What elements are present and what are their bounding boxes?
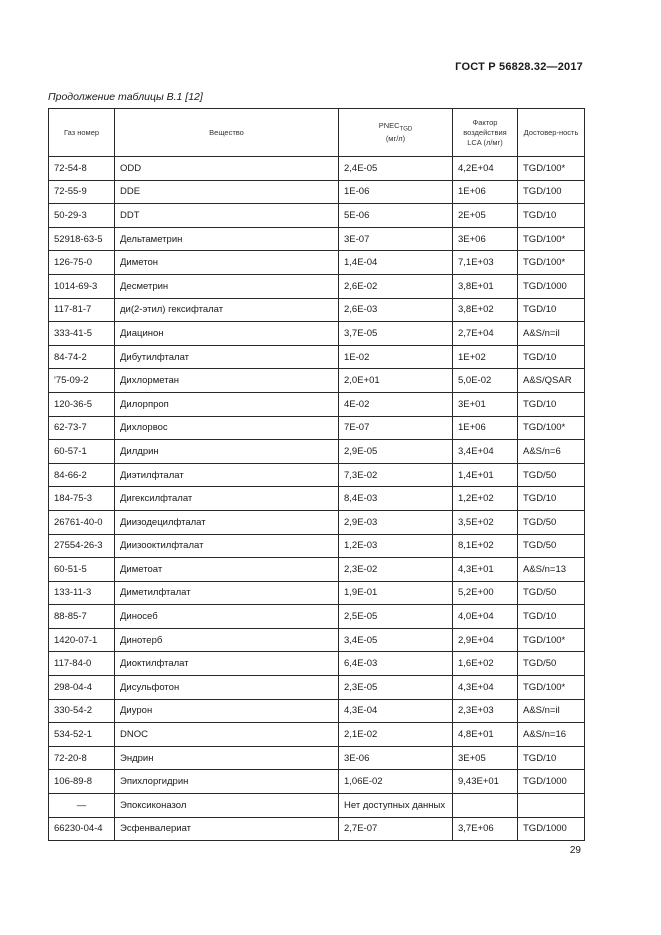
- cell-cas: 66230-04-4: [49, 817, 115, 841]
- cell-substance: Десметрин: [115, 274, 339, 298]
- cell-lca: 2E+05: [453, 204, 518, 228]
- cell-substance: Эпихлоргидрин: [115, 770, 339, 794]
- cell-pnec: 1E-06: [339, 180, 453, 204]
- cell-lca: 9,43E+01: [453, 770, 518, 794]
- cell-reliability: TGD/10: [518, 345, 585, 369]
- table-row: [49, 487, 585, 511]
- header-substance: Вещество: [115, 109, 339, 157]
- cell-reliability: TGD/1000: [518, 817, 585, 841]
- cell-reliability: A&S/n=il: [518, 322, 585, 346]
- page-number: 29: [569, 845, 581, 856]
- cell-pnec: 2,9E-05: [339, 440, 453, 464]
- cell-lca: 8,1E+02: [453, 534, 518, 558]
- cell-pnec: 8,4E-03: [339, 487, 453, 511]
- cell-pnec: 2,3E-05: [339, 676, 453, 700]
- cell-reliability: TGD/50: [518, 534, 585, 558]
- table-row: [49, 251, 585, 275]
- cell-lca: 2,3E+03: [453, 699, 518, 723]
- cell-pnec: 2,4E-05: [339, 157, 453, 181]
- table-row: [49, 676, 585, 700]
- cell-cas: 26761-40-0: [49, 510, 115, 534]
- cell-reliability: TGD/1000: [518, 274, 585, 298]
- cell-lca: 7,1E+03: [453, 251, 518, 275]
- cell-substance: Диметилфталат: [115, 581, 339, 605]
- cell-reliability: TGD/100*: [518, 676, 585, 700]
- header-lca: Фактор воздействия LCA (л/мг): [453, 109, 518, 157]
- cell-reliability: TGD/100*: [518, 416, 585, 440]
- cell-lca: 4,2E+04: [453, 157, 518, 181]
- cell-cas: 1420-07-1: [49, 628, 115, 652]
- table-row: [49, 510, 585, 534]
- cell-cas: —: [49, 794, 115, 818]
- cell-pnec: 3E-06: [339, 746, 453, 770]
- cell-lca: 2,7E+04: [453, 322, 518, 346]
- cell-cas: '75-09-2: [49, 369, 115, 393]
- table-row: [49, 652, 585, 676]
- cell-reliability: TGD/10: [518, 487, 585, 511]
- cell-lca: 4,8E+01: [453, 723, 518, 747]
- table-row: [49, 628, 585, 652]
- cell-pnec: 5E-06: [339, 204, 453, 228]
- header-cas: Газ номер: [49, 109, 115, 157]
- cell-pnec: 4E-02: [339, 392, 453, 416]
- table-row: [49, 558, 585, 582]
- cell-substance: DNOC: [115, 723, 339, 747]
- cell-lca: 1,4E+01: [453, 463, 518, 487]
- cell-lca: 3,8E+01: [453, 274, 518, 298]
- table-row: [49, 322, 585, 346]
- cell-reliability: TGD/1000: [518, 770, 585, 794]
- cell-lca: 1,2E+02: [453, 487, 518, 511]
- cell-lca: 3E+06: [453, 227, 518, 251]
- cell-pnec: 3,7E-05: [339, 322, 453, 346]
- cell-substance: Дисульфотон: [115, 676, 339, 700]
- cell-lca: 4,3E+01: [453, 558, 518, 582]
- table-row: [49, 746, 585, 770]
- cell-cas: 333-41-5: [49, 322, 115, 346]
- table-row: [49, 605, 585, 629]
- cell-lca: 1E+06: [453, 416, 518, 440]
- cell-lca: 3E+01: [453, 392, 518, 416]
- cell-cas: 88-85-7: [49, 605, 115, 629]
- table-row: [49, 463, 585, 487]
- cell-lca: 4,0E+04: [453, 605, 518, 629]
- cell-reliability: A&S/n=6: [518, 440, 585, 464]
- table-row: [49, 817, 585, 841]
- table-body: [49, 157, 585, 841]
- cell-substance: Эсфенвалериат: [115, 817, 339, 841]
- cell-reliability: A&S/n=13: [518, 558, 585, 582]
- cell-reliability: TGD/100*: [518, 628, 585, 652]
- cell-cas: 84-66-2: [49, 463, 115, 487]
- cell-lca: 4,3E+04: [453, 676, 518, 700]
- cell-cas: 133-11-3: [49, 581, 115, 605]
- cell-substance: Дихлорметан: [115, 369, 339, 393]
- cell-reliability: TGD/100: [518, 180, 585, 204]
- table-row: [49, 157, 585, 181]
- cell-pnec: 1,4E-04: [339, 251, 453, 275]
- cell-cas: 60-57-1: [49, 440, 115, 464]
- table-row: [49, 204, 585, 228]
- cell-pnec: 2,9E-03: [339, 510, 453, 534]
- header-reliability: Достовер-ность: [518, 109, 585, 157]
- cell-substance: DDT: [115, 204, 339, 228]
- header-pnec: [339, 109, 453, 157]
- cell-cas: 117-81-7: [49, 298, 115, 322]
- cell-cas: 184-75-3: [49, 487, 115, 511]
- cell-substance: Диацинон: [115, 322, 339, 346]
- cell-substance: Динотерб: [115, 628, 339, 652]
- cell-substance: Диизооктилфталат: [115, 534, 339, 558]
- cell-lca: 1E+02: [453, 345, 518, 369]
- table-row: [49, 794, 585, 818]
- cell-pnec: 3,4E-05: [339, 628, 453, 652]
- cell-reliability: TGD/50: [518, 463, 585, 487]
- cell-reliability: A&S/QSAR: [518, 369, 585, 393]
- cell-pnec: 1,2E-03: [339, 534, 453, 558]
- header-pnec-unit: (мг/л): [385, 134, 406, 144]
- cell-reliability: TGD/10: [518, 392, 585, 416]
- cell-pnec: 1E-02: [339, 345, 453, 369]
- cell-substance: Дельтаметрин: [115, 227, 339, 251]
- header-pnec-sub: TGD: [399, 126, 413, 133]
- table-row: [49, 534, 585, 558]
- cell-substance: Диметон: [115, 251, 339, 275]
- cell-pnec: 2,1E-02: [339, 723, 453, 747]
- cell-reliability: TGD/10: [518, 204, 585, 228]
- substance-table: [48, 108, 585, 841]
- table-row: [49, 581, 585, 605]
- cell-substance: Диизодецилфталат: [115, 510, 339, 534]
- cell-pnec: 2,7E-07: [339, 817, 453, 841]
- table-caption: Продолжение таблицы В.1 [12]: [48, 91, 203, 103]
- cell-pnec: 2,0E+01: [339, 369, 453, 393]
- cell-lca: 1,6E+02: [453, 652, 518, 676]
- cell-reliability: TGD/50: [518, 581, 585, 605]
- table-row: [49, 723, 585, 747]
- cell-substance: Диметоат: [115, 558, 339, 582]
- cell-cas: 117-84-0: [49, 652, 115, 676]
- cell-cas: 72-20-8: [49, 746, 115, 770]
- header-pnec-main: PNEC: [378, 120, 400, 130]
- cell-substance: DDE: [115, 180, 339, 204]
- cell-reliability: [518, 794, 585, 818]
- table-header-row: [49, 109, 585, 157]
- cell-lca: 3,4E+04: [453, 440, 518, 464]
- cell-cas: 126-75-0: [49, 251, 115, 275]
- table-row: [49, 699, 585, 723]
- cell-pnec: 3E-07: [339, 227, 453, 251]
- cell-reliability: TGD/10: [518, 605, 585, 629]
- cell-cas: 27554-26-3: [49, 534, 115, 558]
- cell-substance: Диурон: [115, 699, 339, 723]
- table-row: [49, 298, 585, 322]
- table-row: [49, 770, 585, 794]
- cell-cas: 72-54-8: [49, 157, 115, 181]
- cell-pnec: 6,4E-03: [339, 652, 453, 676]
- cell-reliability: TGD/50: [518, 510, 585, 534]
- cell-reliability: A&S/n=il: [518, 699, 585, 723]
- table-row: [49, 227, 585, 251]
- cell-pnec: 4,3E-04: [339, 699, 453, 723]
- cell-substance: ODD: [115, 157, 339, 181]
- cell-lca: 2,9E+04: [453, 628, 518, 652]
- cell-cas: 84-74-2: [49, 345, 115, 369]
- cell-lca: 5,2E+00: [453, 581, 518, 605]
- cell-cas: 72-55-9: [49, 180, 115, 204]
- table-row: [49, 392, 585, 416]
- cell-lca: 5,0E-02: [453, 369, 518, 393]
- cell-reliability: TGD/10: [518, 746, 585, 770]
- cell-pnec: Нет доступных данных: [339, 794, 453, 818]
- cell-cas: 60-51-5: [49, 558, 115, 582]
- table-row: [49, 416, 585, 440]
- cell-substance: Дилдрин: [115, 440, 339, 464]
- cell-substance: ди(2-этил) гексифталат: [115, 298, 339, 322]
- standard-code: ГОСТ Р 56828.32—2017: [455, 61, 583, 73]
- cell-lca: 1E+06: [453, 180, 518, 204]
- cell-pnec: 2,6E-02: [339, 274, 453, 298]
- cell-lca: 3,7E+06: [453, 817, 518, 841]
- cell-substance: Дихлорвос: [115, 416, 339, 440]
- cell-pnec: 1,06E-02: [339, 770, 453, 794]
- cell-pnec: 7,3E-02: [339, 463, 453, 487]
- table-row: [49, 440, 585, 464]
- cell-cas: 1014-69-3: [49, 274, 115, 298]
- cell-cas: 120-36-5: [49, 392, 115, 416]
- cell-cas: 52918-63-5: [49, 227, 115, 251]
- cell-substance: Диоктилфталат: [115, 652, 339, 676]
- cell-cas: 50-29-3: [49, 204, 115, 228]
- cell-reliability: TGD/100*: [518, 157, 585, 181]
- cell-cas: 62-73-7: [49, 416, 115, 440]
- cell-pnec: 2,6E-03: [339, 298, 453, 322]
- cell-pnec: 2,5E-05: [339, 605, 453, 629]
- cell-reliability: TGD/100*: [518, 251, 585, 275]
- cell-substance: Дигексилфталат: [115, 487, 339, 511]
- cell-lca: [453, 794, 518, 818]
- table-row: [49, 345, 585, 369]
- cell-substance: Дибутилфталат: [115, 345, 339, 369]
- cell-pnec: 1,9E-01: [339, 581, 453, 605]
- cell-cas: 298-04-4: [49, 676, 115, 700]
- table-row: [49, 180, 585, 204]
- cell-reliability: A&S/n=16: [518, 723, 585, 747]
- cell-reliability: TGD/10: [518, 298, 585, 322]
- cell-pnec: 7E-07: [339, 416, 453, 440]
- cell-lca: 3E+05: [453, 746, 518, 770]
- cell-substance: Эпоксиконазол: [115, 794, 339, 818]
- cell-cas: 330-54-2: [49, 699, 115, 723]
- cell-substance: Диносеб: [115, 605, 339, 629]
- cell-lca: 3,5E+02: [453, 510, 518, 534]
- cell-substance: Эндрин: [115, 746, 339, 770]
- table-row: [49, 274, 585, 298]
- cell-cas: 534-52-1: [49, 723, 115, 747]
- table-row: [49, 369, 585, 393]
- cell-pnec: 2,3E-02: [339, 558, 453, 582]
- cell-lca: 3,8E+02: [453, 298, 518, 322]
- cell-reliability: TGD/50: [518, 652, 585, 676]
- cell-cas: 106-89-8: [49, 770, 115, 794]
- cell-reliability: TGD/100*: [518, 227, 585, 251]
- cell-substance: Диэтилфталат: [115, 463, 339, 487]
- cell-substance: Дилорпроп: [115, 392, 339, 416]
